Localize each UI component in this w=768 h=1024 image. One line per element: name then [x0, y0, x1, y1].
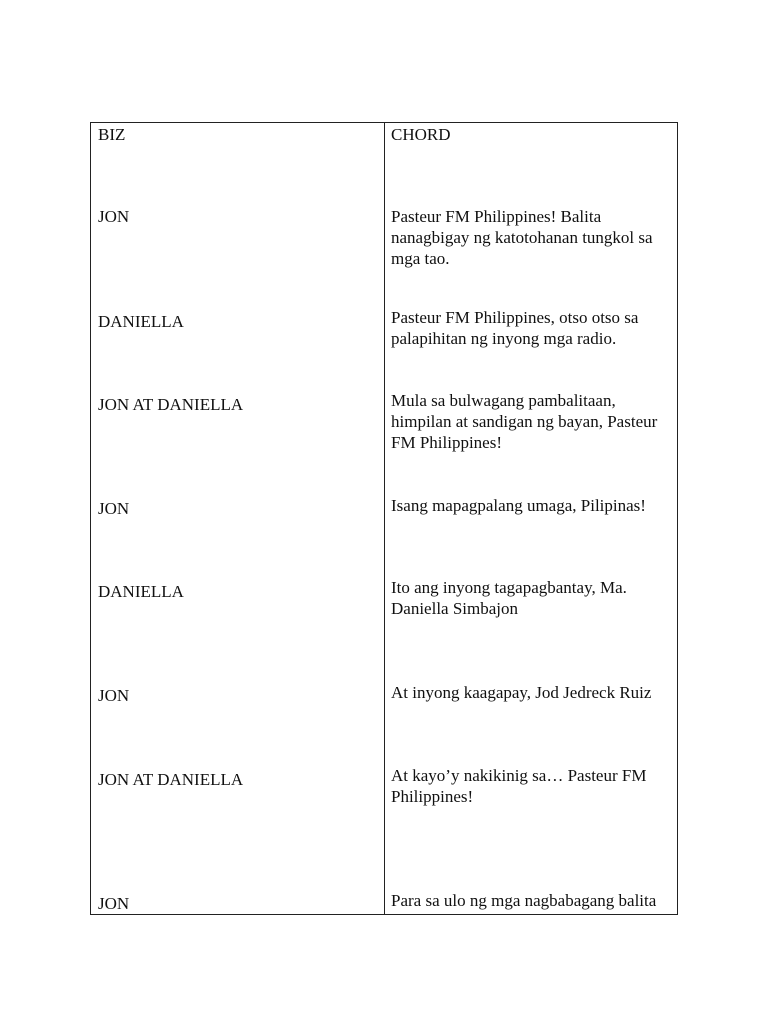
row-speaker: DANIELLA	[98, 582, 184, 601]
row-speaker: DANIELLA	[98, 312, 184, 331]
header-speaker: BIZ	[98, 125, 126, 144]
column-divider	[384, 123, 385, 914]
row-line: Pasteur FM Philippines! Balita nanagbigay ng katotohanan tungkol sa mga tao.	[391, 207, 653, 268]
row-speaker: JON	[98, 686, 130, 705]
row-line: Pasteur FM Philippines, otso otso sa palapihitan ng inyong mga radio.	[391, 308, 639, 348]
row-line: Para sa ulo ng mga nagbabagang balita	[391, 891, 657, 910]
row-line: At inyong kaagapay, Jod Jedreck Ruiz	[391, 683, 652, 702]
row-speaker: JON	[98, 207, 130, 226]
row-speaker: JON AT DANIELLA	[98, 395, 244, 414]
row-line: Ito ang inyong tagapagbantay, Ma. Daniella Simbajon	[391, 578, 627, 618]
row-line: At kayo’y nakikinig sa… Pasteur FM Philippines!	[391, 766, 647, 806]
row-line: Mula sa bulwagang pambalitaan, himpilan at sandigan ng bayan, Pasteur FM Philippines!	[391, 391, 658, 452]
row-speaker: JON	[98, 894, 130, 913]
row-speaker: JON	[98, 499, 130, 518]
header-line: CHORD	[391, 125, 451, 144]
row-line: Isang mapagpalang umaga, Pilipinas!	[391, 496, 646, 515]
row-speaker: JON AT DANIELLA	[98, 770, 244, 789]
script-table	[90, 122, 678, 915]
